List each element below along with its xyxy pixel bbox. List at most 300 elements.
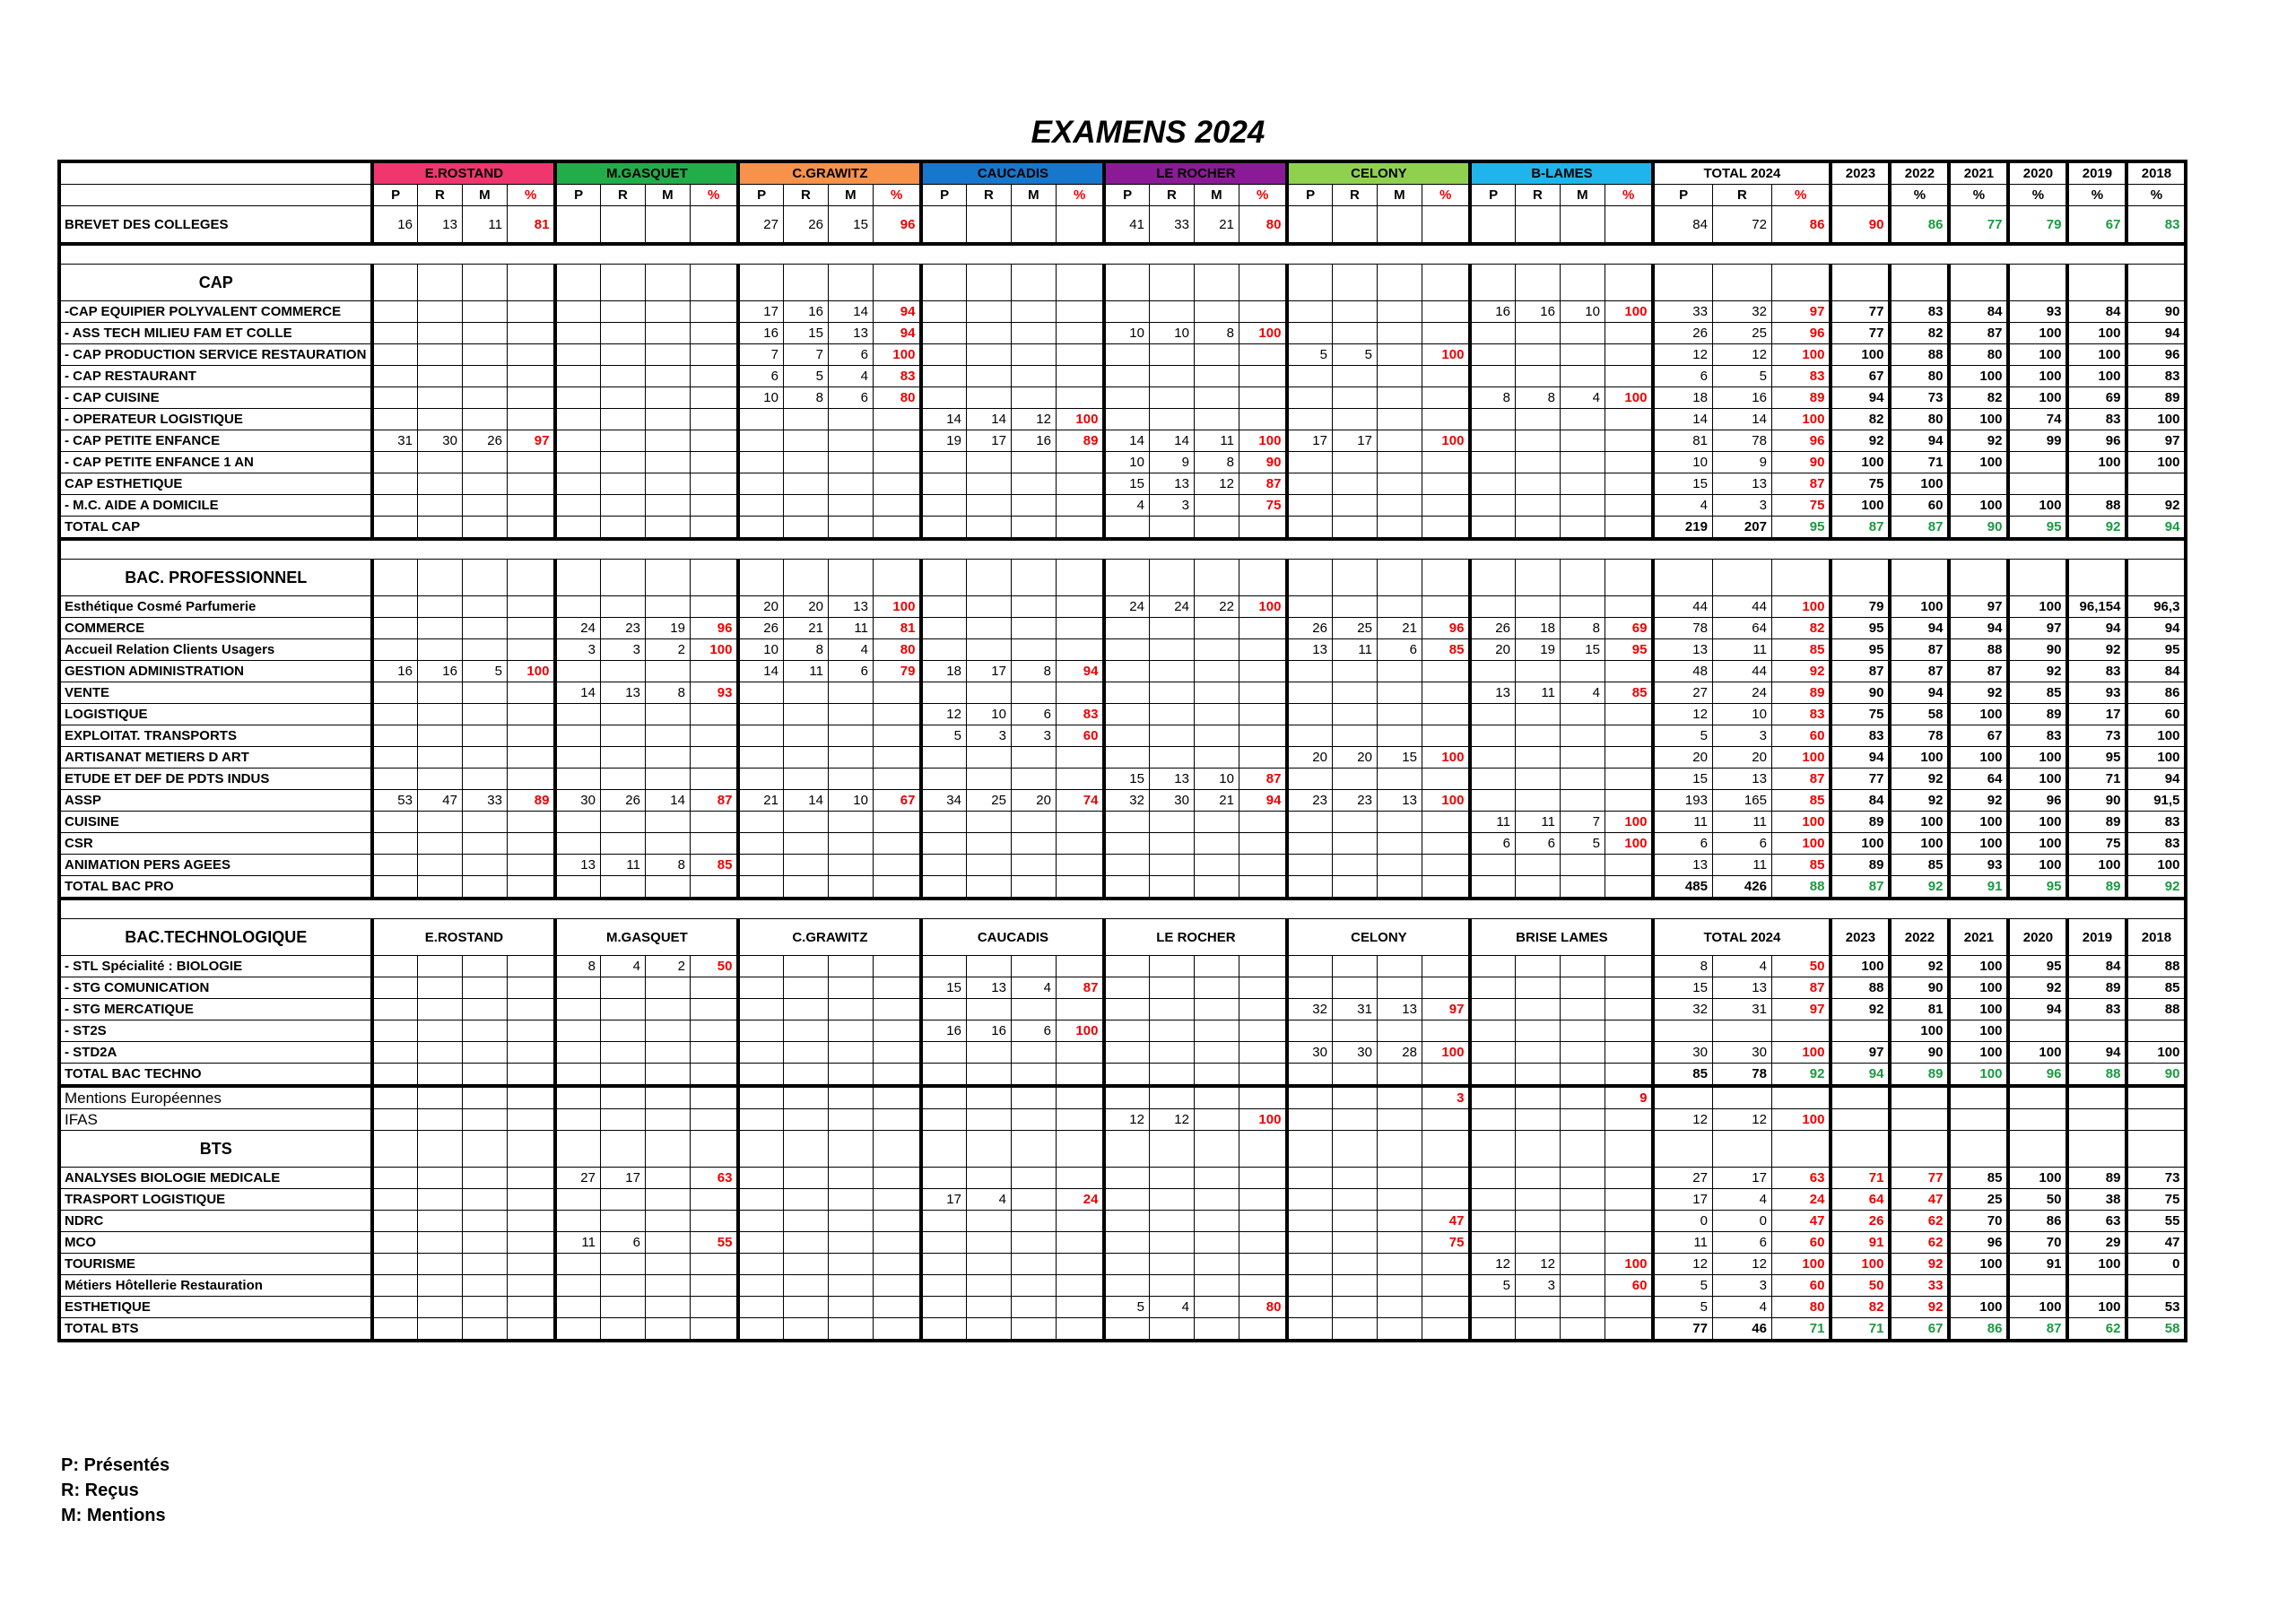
year-cell: 80 bbox=[1890, 366, 1949, 387]
blank-cell bbox=[1605, 560, 1653, 596]
techno-school-header: M.GASQUET bbox=[555, 919, 738, 956]
blank-cell bbox=[1605, 265, 1653, 301]
count-cell bbox=[828, 473, 873, 495]
count-cell bbox=[1011, 618, 1056, 639]
year-sub-header: % bbox=[1949, 185, 2008, 206]
year-cell: 89 bbox=[2067, 977, 2126, 999]
count-cell bbox=[921, 812, 966, 833]
count-cell: 13 bbox=[1287, 639, 1332, 661]
year-cell: 89 bbox=[1831, 855, 1890, 876]
count-cell bbox=[1287, 769, 1332, 790]
blank-cell bbox=[1056, 560, 1104, 596]
pct-cell bbox=[1056, 387, 1104, 409]
count-cell bbox=[600, 725, 645, 747]
total-cell: 4 bbox=[1712, 956, 1771, 977]
pct-cell: 100 bbox=[1239, 596, 1287, 618]
blank-cell bbox=[1422, 1131, 1470, 1168]
count-cell bbox=[462, 704, 507, 725]
count-cell: 7 bbox=[783, 344, 828, 366]
count-cell bbox=[1194, 704, 1239, 725]
count-cell bbox=[1287, 812, 1332, 833]
count-cell bbox=[783, 430, 828, 452]
year-cell: 62 bbox=[1890, 1232, 1949, 1254]
count-cell bbox=[1149, 344, 1194, 366]
pct-cell bbox=[507, 1232, 555, 1254]
blank-cell bbox=[1194, 517, 1239, 540]
count-cell bbox=[738, 1254, 783, 1275]
blank-cell bbox=[738, 265, 783, 301]
row-label: - STL Spécialité : BIOLOGIE bbox=[59, 956, 372, 977]
count-cell bbox=[417, 409, 462, 430]
count-cell bbox=[1104, 409, 1149, 430]
count-cell bbox=[1287, 1189, 1332, 1211]
count-cell: 5 bbox=[783, 366, 828, 387]
count-cell: 15 bbox=[1104, 769, 1149, 790]
total-row-label: TOTAL BTS bbox=[59, 1318, 372, 1342]
count-cell bbox=[417, 344, 462, 366]
pct-cell: 90 bbox=[1239, 452, 1287, 473]
year-cell: 94 bbox=[1831, 1064, 1890, 1087]
count-cell bbox=[783, 812, 828, 833]
count-cell bbox=[1470, 206, 1515, 245]
count-cell bbox=[555, 1297, 600, 1318]
year-cell: 100 bbox=[2008, 1168, 2067, 1189]
blank-cell bbox=[1104, 560, 1149, 596]
year-cell: 63 bbox=[2067, 1211, 2126, 1232]
count-cell bbox=[738, 704, 783, 725]
count-cell bbox=[1104, 301, 1149, 323]
pct-cell bbox=[690, 452, 738, 473]
year-cell: 71 bbox=[2067, 769, 2126, 790]
total-cell: 97 bbox=[1771, 301, 1831, 323]
total-cell: 90 bbox=[1771, 452, 1831, 473]
pct-cell: 97 bbox=[1422, 999, 1470, 1020]
blank-cell bbox=[59, 161, 372, 185]
count-cell bbox=[1149, 704, 1194, 725]
section-heading: BTS bbox=[59, 1131, 372, 1168]
count-cell bbox=[1515, 344, 1560, 366]
count-cell bbox=[462, 452, 507, 473]
count-cell bbox=[645, 1232, 690, 1254]
pct-cell: 3 bbox=[1422, 1086, 1470, 1109]
blank-cell bbox=[1239, 1064, 1287, 1087]
count-cell bbox=[1332, 704, 1377, 725]
count-cell bbox=[966, 618, 1011, 639]
count-cell bbox=[1470, 473, 1515, 495]
sub-header-M: M bbox=[1194, 185, 1239, 206]
pct-cell bbox=[1239, 366, 1287, 387]
count-cell bbox=[828, 452, 873, 473]
total-cell: 80 bbox=[1771, 1297, 1831, 1318]
year-cell: 100 bbox=[2008, 387, 2067, 409]
pct-cell bbox=[1239, 999, 1287, 1020]
count-cell bbox=[1560, 1042, 1605, 1064]
blank-cell bbox=[372, 1064, 417, 1087]
count-cell bbox=[966, 1254, 1011, 1275]
count-cell bbox=[417, 596, 462, 618]
count-cell bbox=[1011, 956, 1056, 977]
count-cell bbox=[417, 704, 462, 725]
year-cell: 94 bbox=[2126, 323, 2186, 344]
count-cell bbox=[462, 1109, 507, 1131]
pct-cell: 94 bbox=[1239, 790, 1287, 812]
year-cell: 88 bbox=[1890, 344, 1949, 366]
pct-cell: 79 bbox=[873, 661, 921, 682]
year-cell: 92 bbox=[2126, 876, 2186, 899]
count-cell: 10 bbox=[966, 704, 1011, 725]
count-cell bbox=[645, 1211, 690, 1232]
blank-cell bbox=[645, 560, 690, 596]
techno-school-header: C.GRAWITZ bbox=[738, 919, 921, 956]
count-cell: 14 bbox=[783, 790, 828, 812]
count-cell bbox=[417, 387, 462, 409]
blank-cell bbox=[417, 517, 462, 540]
count-cell: 16 bbox=[417, 661, 462, 682]
count-cell: 12 bbox=[1194, 473, 1239, 495]
total-cell: 47 bbox=[1771, 1211, 1831, 1232]
total-cell: 4 bbox=[1712, 1189, 1771, 1211]
count-cell bbox=[966, 366, 1011, 387]
blank-cell bbox=[462, 1064, 507, 1087]
total-cell: 13 bbox=[1712, 769, 1771, 790]
count-cell bbox=[645, 1109, 690, 1131]
count-cell bbox=[1149, 812, 1194, 833]
sub-header-R: R bbox=[417, 185, 462, 206]
pct-cell: 97 bbox=[507, 430, 555, 452]
count-cell bbox=[1470, 747, 1515, 769]
count-cell bbox=[1194, 1109, 1239, 1131]
total-cell: 17 bbox=[1712, 1168, 1771, 1189]
count-cell: 11 bbox=[1515, 812, 1560, 833]
pct-cell bbox=[1605, 747, 1653, 769]
count-cell bbox=[921, 639, 966, 661]
blank-cell bbox=[417, 265, 462, 301]
table-row bbox=[59, 323, 2186, 344]
year-cell: 100 bbox=[1831, 1254, 1890, 1275]
pct-cell bbox=[873, 1254, 921, 1275]
year-cell: 85 bbox=[2008, 682, 2067, 704]
pct-cell bbox=[690, 1297, 738, 1318]
total-cell: 13 bbox=[1653, 855, 1712, 876]
sub-header-M: M bbox=[1011, 185, 1056, 206]
count-cell bbox=[372, 366, 417, 387]
total-cell: 13 bbox=[1653, 639, 1712, 661]
count-cell bbox=[1560, 704, 1605, 725]
year-cell: 87 bbox=[1831, 517, 1890, 540]
pct-cell bbox=[1422, 769, 1470, 790]
total-cell: 100 bbox=[1771, 747, 1831, 769]
count-cell bbox=[1560, 747, 1605, 769]
blank-cell bbox=[1377, 1131, 1422, 1168]
count-cell: 6 bbox=[1515, 833, 1560, 855]
count-cell bbox=[738, 1297, 783, 1318]
table-row bbox=[59, 704, 2186, 725]
count-cell bbox=[417, 618, 462, 639]
count-cell: 32 bbox=[1104, 790, 1149, 812]
blank-cell bbox=[1287, 517, 1332, 540]
total-cell: 5 bbox=[1712, 366, 1771, 387]
count-cell bbox=[645, 999, 690, 1020]
blank-cell bbox=[1422, 517, 1470, 540]
blank-cell bbox=[507, 560, 555, 596]
count-cell: 8 bbox=[1470, 387, 1515, 409]
pct-cell bbox=[507, 639, 555, 661]
count-cell: 14 bbox=[921, 409, 966, 430]
pct-cell bbox=[1422, 387, 1470, 409]
total-header: TOTAL 2024 bbox=[1653, 919, 1831, 956]
count-cell bbox=[645, 1189, 690, 1211]
count-cell bbox=[417, 1109, 462, 1131]
count-cell bbox=[966, 833, 1011, 855]
year-cell: 86 bbox=[1890, 206, 1949, 245]
year-cell bbox=[1890, 1109, 1949, 1131]
count-cell: 17 bbox=[1287, 430, 1332, 452]
year-cell: 74 bbox=[2008, 409, 2067, 430]
year-header-2023: 2023 bbox=[1831, 919, 1890, 956]
count-cell bbox=[1104, 1168, 1149, 1189]
pct-cell bbox=[873, 1109, 921, 1131]
blank-cell bbox=[1239, 1318, 1287, 1342]
count-cell bbox=[921, 956, 966, 977]
count-cell: 4 bbox=[966, 1189, 1011, 1211]
count-cell bbox=[1149, 1189, 1194, 1211]
count-cell bbox=[828, 1232, 873, 1254]
count-cell bbox=[1104, 999, 1149, 1020]
sub-header-P: P bbox=[555, 185, 600, 206]
count-cell bbox=[1011, 452, 1056, 473]
blank-cell bbox=[738, 876, 783, 899]
count-cell bbox=[921, 1109, 966, 1131]
year-cell: 50 bbox=[2008, 1189, 2067, 1211]
count-cell bbox=[966, 1042, 1011, 1064]
count-cell bbox=[1515, 596, 1560, 618]
total-cell: 6 bbox=[1712, 833, 1771, 855]
count-cell bbox=[555, 366, 600, 387]
blank-cell bbox=[1470, 1064, 1515, 1087]
total-cell: 11 bbox=[1712, 812, 1771, 833]
count-cell bbox=[1377, 704, 1422, 725]
count-cell bbox=[738, 1189, 783, 1211]
pct-cell bbox=[507, 769, 555, 790]
blank-cell bbox=[555, 560, 600, 596]
techno-school-header: BRISE LAMES bbox=[1470, 919, 1653, 956]
count-cell: 15 bbox=[921, 977, 966, 999]
count-cell: 30 bbox=[1287, 1042, 1332, 1064]
total-cell: 11 bbox=[1712, 639, 1771, 661]
count-cell bbox=[1287, 366, 1332, 387]
blank-cell bbox=[2126, 1131, 2186, 1168]
year-cell: 100 bbox=[1890, 747, 1949, 769]
year-cell: 100 bbox=[1831, 495, 1890, 517]
row-label: ANALYSES BIOLOGIE MEDICALE bbox=[59, 1168, 372, 1189]
count-cell: 11 bbox=[828, 618, 873, 639]
year-cell: 87 bbox=[1890, 517, 1949, 540]
pct-cell bbox=[1056, 344, 1104, 366]
count-cell: 14 bbox=[828, 301, 873, 323]
blank-cell bbox=[1149, 560, 1194, 596]
count-cell bbox=[1377, 344, 1422, 366]
row-label: Mentions Européennes bbox=[59, 1086, 372, 1109]
count-cell bbox=[462, 1189, 507, 1211]
total-cell: 82 bbox=[1771, 618, 1831, 639]
blank-cell bbox=[1377, 265, 1422, 301]
table-row bbox=[59, 682, 2186, 704]
count-cell: 11 bbox=[600, 855, 645, 876]
count-cell bbox=[1377, 206, 1422, 245]
count-cell bbox=[555, 387, 600, 409]
pct-cell bbox=[1239, 704, 1287, 725]
table-row bbox=[59, 452, 2186, 473]
total-cell: 100 bbox=[1771, 596, 1831, 618]
count-cell bbox=[1194, 1232, 1239, 1254]
year-cell: 33 bbox=[1890, 1275, 1949, 1297]
count-cell bbox=[1104, 855, 1149, 876]
blank-cell bbox=[1470, 265, 1515, 301]
count-cell: 15 bbox=[1377, 747, 1422, 769]
pct-cell bbox=[1422, 812, 1470, 833]
pct-cell bbox=[690, 1109, 738, 1131]
year-cell: 92 bbox=[1949, 790, 2008, 812]
year-header-2023: 2023 bbox=[1831, 161, 1890, 185]
count-cell: 27 bbox=[555, 1168, 600, 1189]
pct-cell: 100 bbox=[1605, 812, 1653, 833]
count-cell bbox=[1149, 956, 1194, 977]
pct-cell bbox=[873, 1189, 921, 1211]
blank-cell bbox=[1560, 1131, 1605, 1168]
count-cell bbox=[1332, 682, 1377, 704]
count-cell: 8 bbox=[1194, 452, 1239, 473]
count-cell: 4 bbox=[1011, 977, 1056, 999]
sub-header-R: R bbox=[1712, 185, 1771, 206]
count-cell: 5 bbox=[462, 661, 507, 682]
pct-cell bbox=[873, 999, 921, 1020]
pct-cell: 93 bbox=[690, 682, 738, 704]
count-cell bbox=[1149, 833, 1194, 855]
table-row bbox=[59, 977, 2186, 999]
year-cell: 67 bbox=[1831, 366, 1890, 387]
count-cell bbox=[1104, 1275, 1149, 1297]
blank-cell bbox=[2067, 265, 2126, 301]
blank-cell bbox=[1194, 560, 1239, 596]
sub-header-P: P bbox=[738, 185, 783, 206]
year-cell: 94 bbox=[1831, 747, 1890, 769]
count-cell bbox=[1287, 1086, 1332, 1109]
count-cell bbox=[783, 1254, 828, 1275]
year-cell: 95 bbox=[2008, 876, 2067, 899]
year-cell: 97 bbox=[2126, 430, 2186, 452]
blank-cell bbox=[507, 1131, 555, 1168]
year-cell: 95 bbox=[1831, 618, 1890, 639]
count-cell: 3 bbox=[1515, 1275, 1560, 1297]
count-cell bbox=[966, 682, 1011, 704]
pct-cell bbox=[873, 769, 921, 790]
blank-cell bbox=[1332, 517, 1377, 540]
count-cell: 5 bbox=[1287, 344, 1332, 366]
blank-cell bbox=[1605, 876, 1653, 899]
count-cell bbox=[1104, 661, 1149, 682]
table-row bbox=[59, 517, 2186, 540]
count-cell bbox=[600, 387, 645, 409]
count-cell bbox=[966, 301, 1011, 323]
count-cell bbox=[1470, 452, 1515, 473]
pct-cell bbox=[1056, 833, 1104, 855]
count-cell bbox=[462, 855, 507, 876]
total-cell: 96 bbox=[1771, 430, 1831, 452]
count-cell bbox=[1560, 855, 1605, 876]
count-cell bbox=[1560, 495, 1605, 517]
count-cell bbox=[1149, 747, 1194, 769]
count-cell bbox=[1377, 1297, 1422, 1318]
count-cell bbox=[1332, 452, 1377, 473]
year-cell: 94 bbox=[2126, 618, 2186, 639]
count-cell bbox=[1515, 452, 1560, 473]
count-cell bbox=[921, 495, 966, 517]
total-cell: 5 bbox=[1653, 725, 1712, 747]
year-cell: 91 bbox=[2008, 1254, 2067, 1275]
blank-cell bbox=[1239, 265, 1287, 301]
blank-cell bbox=[1056, 517, 1104, 540]
row-label: IFAS bbox=[59, 1109, 372, 1131]
count-cell bbox=[738, 1109, 783, 1131]
blank-cell bbox=[1332, 1131, 1377, 1168]
count-cell: 30 bbox=[417, 430, 462, 452]
total-cell: 92 bbox=[1771, 1064, 1831, 1087]
count-cell bbox=[600, 301, 645, 323]
table-row bbox=[59, 1297, 2186, 1318]
page-title: EXAMENS 2024 bbox=[1031, 115, 1265, 150]
year-cell: 100 bbox=[2008, 495, 2067, 517]
count-cell: 12 bbox=[1149, 1109, 1194, 1131]
count-cell bbox=[1515, 1189, 1560, 1211]
total-cell: 8 bbox=[1653, 956, 1712, 977]
count-cell bbox=[921, 769, 966, 790]
count-cell bbox=[645, 495, 690, 517]
sub-header-%: % bbox=[1239, 185, 1287, 206]
year-cell: 60 bbox=[1890, 495, 1949, 517]
count-cell bbox=[417, 1189, 462, 1211]
count-cell bbox=[1470, 430, 1515, 452]
blank-cell bbox=[507, 876, 555, 899]
count-cell bbox=[1011, 301, 1056, 323]
count-cell: 13 bbox=[828, 323, 873, 344]
count-cell bbox=[738, 1232, 783, 1254]
count-cell bbox=[966, 855, 1011, 876]
year-cell: 60 bbox=[2126, 704, 2186, 725]
blank-cell bbox=[873, 517, 921, 540]
row-label: - STG MERCATIQUE bbox=[59, 999, 372, 1020]
count-cell bbox=[783, 1211, 828, 1232]
row-label: COMMERCE bbox=[59, 618, 372, 639]
count-cell: 13 bbox=[417, 206, 462, 245]
count-cell: 31 bbox=[372, 430, 417, 452]
total-cell: 85 bbox=[1771, 639, 1831, 661]
count-cell bbox=[1560, 956, 1605, 977]
blank-cell bbox=[828, 1318, 873, 1342]
pct-cell bbox=[1605, 725, 1653, 747]
row-label: - CAP PETITE ENFANCE 1 AN bbox=[59, 452, 372, 473]
count-cell bbox=[828, 769, 873, 790]
techno-school-header: CELONY bbox=[1287, 919, 1470, 956]
count-cell bbox=[1287, 596, 1332, 618]
sub-header-M: M bbox=[1377, 185, 1422, 206]
count-cell bbox=[555, 769, 600, 790]
sub-header-%: % bbox=[507, 185, 555, 206]
year-cell: 17 bbox=[2067, 704, 2126, 725]
count-cell bbox=[462, 1211, 507, 1232]
blank-cell bbox=[873, 1318, 921, 1342]
pct-cell: 81 bbox=[507, 206, 555, 245]
count-cell bbox=[921, 1254, 966, 1275]
